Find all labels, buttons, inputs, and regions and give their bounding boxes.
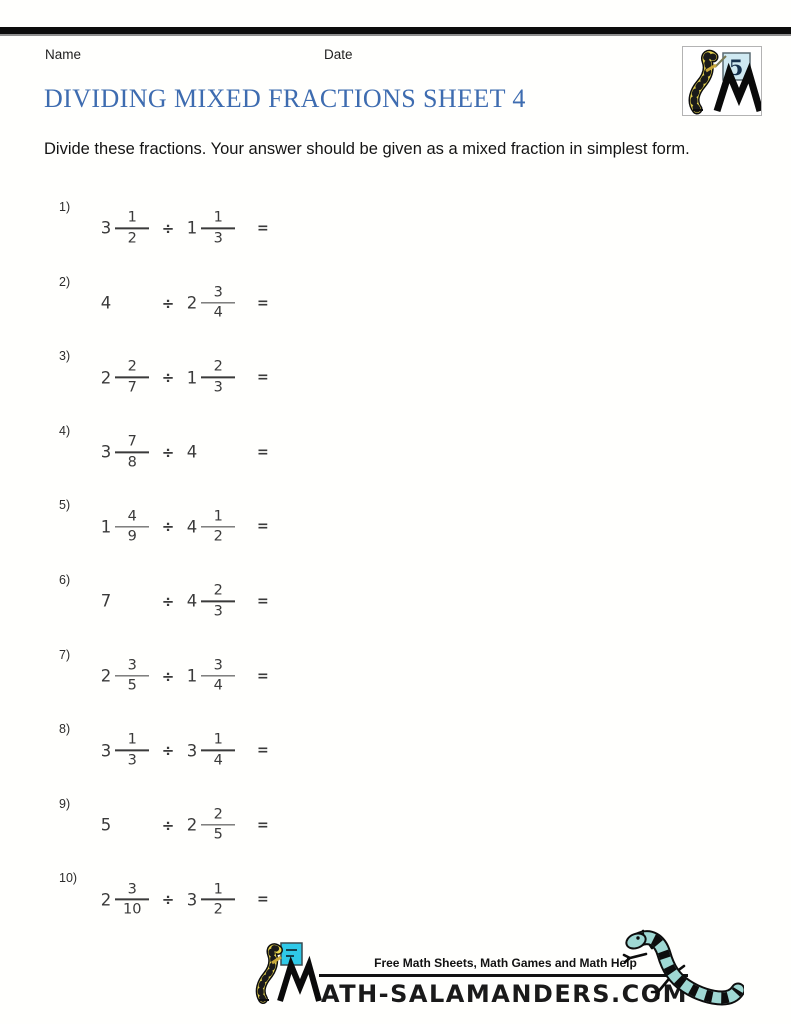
problem-row	[0, 788, 791, 863]
fraction-numerator: 3	[127, 881, 137, 897]
second-operand	[181, 880, 241, 919]
first-operand	[95, 816, 155, 835]
page-title: DIVIDING MIXED FRACTIONS SHEET 4	[44, 84, 526, 113]
whole-number: 3	[186, 890, 198, 910]
equals-sign: =	[257, 817, 269, 834]
second-operand	[181, 358, 241, 397]
problem-row	[0, 639, 791, 714]
footer-logo-icon	[253, 941, 327, 1010]
fraction-denominator: 3	[213, 603, 223, 620]
fraction-denominator: 4	[213, 304, 223, 321]
equals-sign: =	[257, 444, 269, 461]
equals-sign: =	[257, 518, 269, 535]
problem-expression	[95, 582, 269, 621]
first-operand	[95, 656, 155, 695]
whole-number: 1	[186, 666, 198, 686]
whole-number: 2	[100, 367, 112, 387]
first-operand	[95, 209, 155, 248]
second-operand	[181, 443, 241, 462]
fraction-numerator: 2	[213, 582, 223, 599]
problem-expression	[95, 283, 269, 322]
whole-number: 2	[186, 293, 198, 313]
equals-sign: =	[257, 220, 269, 237]
fraction-denominator: 7	[127, 379, 137, 396]
whole-number: 1	[100, 517, 112, 537]
problem-expression	[95, 507, 269, 546]
whole-number: 2	[186, 815, 198, 835]
fraction	[115, 731, 149, 770]
fraction-denominator: 10	[123, 901, 142, 918]
fraction-denominator: 4	[213, 677, 223, 694]
division-sign: ÷	[161, 890, 175, 909]
equals-sign: =	[257, 742, 269, 759]
fraction	[115, 358, 149, 397]
second-operand	[181, 209, 241, 248]
equals-sign: =	[257, 369, 269, 386]
fraction-numerator: 3	[213, 284, 223, 301]
first-operand	[95, 432, 155, 471]
date-label: Date	[324, 47, 353, 62]
yellow-salamander-icon	[693, 55, 716, 110]
fraction-denominator: 9	[127, 528, 137, 545]
problem-row	[0, 266, 791, 341]
logo-badge-number: 5	[728, 55, 744, 80]
fraction	[201, 880, 235, 919]
equals-sign: =	[257, 667, 269, 684]
fraction	[115, 209, 149, 248]
whole-number: 4	[186, 591, 198, 611]
problem-row	[0, 862, 791, 937]
fraction	[115, 507, 149, 546]
whole-number: 4	[100, 293, 112, 313]
top-rule-thin	[0, 34, 791, 36]
fraction-numerator: 3	[213, 657, 223, 674]
problem-number: 9)	[59, 796, 71, 811]
first-operand	[95, 592, 155, 611]
second-operand	[181, 805, 241, 844]
problem-number: 5)	[59, 498, 71, 513]
whole-number: 3	[100, 218, 112, 238]
problem-row	[0, 489, 791, 564]
fraction	[201, 656, 235, 695]
fraction-numerator: 1	[213, 881, 223, 897]
problem-expression	[95, 209, 269, 248]
division-sign: ÷	[161, 666, 175, 685]
problems-list	[0, 191, 791, 937]
second-operand	[181, 582, 241, 621]
fraction	[201, 209, 235, 248]
whole-number: 4	[186, 442, 198, 462]
fraction-denominator: 5	[213, 826, 223, 843]
problem-expression	[95, 880, 269, 919]
equals-sign: =	[257, 294, 269, 311]
fraction-denominator: 5	[127, 677, 137, 694]
fraction-denominator: 2	[213, 901, 223, 918]
second-operand	[181, 283, 241, 322]
instructions-text: Divide these fractions. Your answer should be given as a mixed fraction in simplest form.	[44, 140, 690, 158]
first-operand	[95, 293, 155, 312]
problem-number: 10)	[59, 871, 78, 886]
fraction	[201, 731, 235, 770]
first-operand	[95, 880, 155, 919]
footer-m-glyph	[280, 965, 319, 1001]
division-sign: ÷	[161, 816, 175, 835]
fraction	[201, 358, 235, 397]
top-rule-thick	[0, 27, 791, 34]
whole-number: 3	[186, 740, 198, 760]
second-operand	[181, 656, 241, 695]
problem-number: 8)	[59, 722, 71, 737]
problem-expression	[95, 432, 269, 471]
problem-number: 7)	[59, 647, 71, 662]
yellow-salamander-icon	[259, 948, 281, 1000]
problem-row	[0, 340, 791, 415]
fraction-numerator: 1	[127, 731, 137, 748]
division-sign: ÷	[161, 741, 175, 760]
whole-number: 3	[100, 740, 112, 760]
footer-tagline: Free Math Sheets, Math Games and Math Help	[374, 956, 637, 970]
fraction-denominator: 3	[127, 752, 137, 769]
fraction-denominator: 4	[213, 752, 223, 769]
fraction	[201, 283, 235, 322]
problem-expression	[95, 731, 269, 770]
problem-number: 1)	[59, 200, 71, 214]
fraction-denominator: 2	[127, 230, 137, 247]
whole-number: 1	[186, 218, 198, 238]
footer-site-name: ATH-SALAMANDERS.COM	[321, 980, 688, 1008]
fraction-denominator: 8	[127, 453, 137, 470]
problem-expression	[95, 656, 269, 695]
whole-number: 1	[186, 367, 198, 387]
fraction-numerator: 1	[213, 209, 223, 226]
site-logo	[682, 46, 762, 116]
equals-sign: =	[257, 593, 269, 610]
fraction-numerator: 1	[213, 731, 223, 748]
problem-row	[0, 415, 791, 490]
fraction	[115, 432, 149, 471]
division-sign: ÷	[161, 443, 175, 462]
problem-expression	[95, 358, 269, 397]
first-operand	[95, 731, 155, 770]
whole-number: 5	[100, 815, 112, 835]
fraction-numerator: 4	[127, 508, 137, 525]
first-operand	[95, 358, 155, 397]
division-sign: ÷	[161, 368, 175, 387]
gecko-eye	[636, 936, 639, 939]
name-label: Name	[45, 47, 82, 62]
fraction	[115, 656, 149, 695]
fraction-numerator: 1	[213, 508, 223, 525]
fraction-numerator: 2	[213, 358, 223, 375]
whole-number: 7	[100, 591, 112, 611]
salamander-logo-icon	[683, 47, 761, 115]
fraction	[115, 880, 149, 919]
fraction-denominator: 3	[213, 379, 223, 396]
fraction	[201, 507, 235, 546]
problem-number: 2)	[59, 274, 71, 289]
fraction	[201, 805, 235, 844]
division-sign: ÷	[161, 592, 175, 611]
second-operand	[181, 731, 241, 770]
division-sign: ÷	[161, 219, 175, 238]
fraction-numerator: 2	[127, 358, 137, 375]
whole-number: 2	[100, 666, 112, 686]
whole-number: 3	[100, 442, 112, 462]
problem-expression	[95, 805, 269, 844]
salamander-graphic	[616, 928, 744, 1024]
equals-sign: =	[257, 891, 269, 908]
problem-row	[0, 564, 791, 639]
first-operand	[95, 507, 155, 546]
division-sign: ÷	[161, 517, 175, 536]
division-sign: ÷	[161, 293, 175, 312]
fraction	[201, 582, 235, 621]
fraction-numerator: 3	[127, 657, 137, 674]
problem-row	[0, 191, 791, 266]
problem-number: 3)	[59, 349, 71, 364]
fraction-numerator: 7	[127, 433, 137, 450]
problem-row	[0, 713, 791, 788]
whole-number: 2	[100, 890, 112, 910]
fraction-numerator: 2	[213, 806, 223, 823]
second-operand	[181, 507, 241, 546]
fraction-denominator: 2	[213, 528, 223, 545]
problem-number: 6)	[59, 572, 71, 587]
fraction-numerator: 1	[127, 209, 137, 226]
fraction-denominator: 3	[213, 230, 223, 247]
problem-number: 4)	[59, 423, 71, 438]
whole-number: 4	[186, 517, 198, 537]
